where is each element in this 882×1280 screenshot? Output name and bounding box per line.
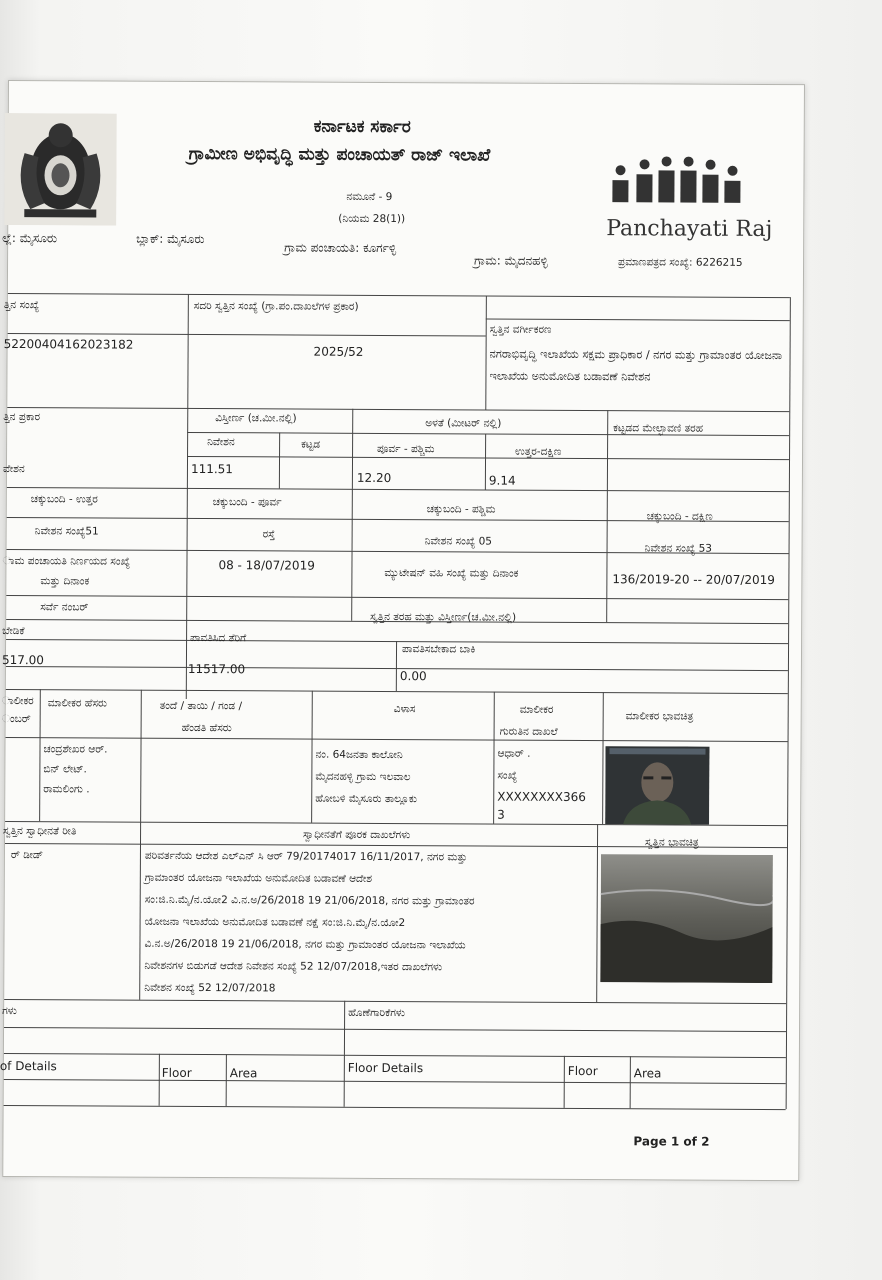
gp-resolution-value: 08 - 18/07/2019 [218, 558, 315, 573]
id-line-3: XXXXXXXX366 [497, 789, 586, 805]
mutation-value: 136/2019-20 -- 20/07/2019 [612, 572, 775, 588]
address-line-1: ನಂ. 64ಜನತಾ ಕಾಲೋನಿ [315, 748, 403, 762]
supporting-docs-label: ಸ್ವಾಧೀನತೆಗೆ ಪೂರಕ ದಾಖಲೆಗಳು [303, 828, 411, 842]
page-number: Page 1 of 2 [633, 1134, 710, 1149]
east-west-label: ಪೂರ್ವ - ಪಶ್ಚಿಮ [377, 442, 435, 456]
govt-title: ಕರ್ನಾಟಕ ಸರ್ಕಾರ [313, 116, 411, 138]
owner-name-line-3: ರಾಮಲಿಂಗು . [43, 783, 90, 796]
paid-value: 11517.00 [187, 661, 246, 677]
due-value: 0.00 [399, 669, 427, 684]
certificate-number: ಪ್ರಮಾಣಪತ್ರದ ಸಂಖ್ಯೆ: 6226215 [618, 256, 743, 269]
dept-title: ಗ್ರಾಮೀಣ ಅಭಿವೃದ್ಧಿ ಮತ್ತು ಪಂಚಾಯತ್ ರಾಜ್ ಇಲಾಖೆ [188, 143, 491, 166]
rule-no: (ನಿಯಮ 28(1)) [338, 212, 406, 226]
property-id-value: 52200404162023182 [3, 336, 134, 352]
old-number-value: 2025/52 [313, 344, 364, 359]
karnataka-emblem-icon [4, 113, 117, 226]
liabilities-label: ಹೊಣೆಗಾರಿಕೆಗಳು [348, 1006, 405, 1020]
doc-line-5: ವಿ.ನ.ಅ/26/2018 19 21/06/2018, ನಗರ ಮತ್ತು ಗ್ರಾಮಾಂತರ ಯೋಜನಾ ಇಲಾಖೆಯ [144, 937, 466, 952]
mutation-label: ಮ್ಯುಟೇಷನ್ ವಹಿ ಸಂಖ್ಯೆ ಮತ್ತು ದಿನಾಂಕ [384, 566, 519, 580]
east-boundary: ರಸ್ತೆ [262, 528, 276, 541]
address-header: ವಿಳಾಸ [393, 703, 416, 716]
certificate-page [2, 80, 805, 1181]
owner-photo [605, 746, 709, 825]
gp-resolution-label: ಾಮ ಪಂಚಾಯತಿ ನಿರ್ಣಯದ ಸಂಖ್ಯೆ [2, 554, 131, 568]
id-line-4: 3 [497, 807, 505, 822]
east-boundary-label: ಚಕ್ಕುಬಂದಿ - ಪೂರ್ವ [212, 496, 282, 509]
area-label: ವಿಸ್ತೀರ್ಣ (ಚ.ಮೀ.ನಲ್ಲಿ) [215, 412, 297, 425]
property-photo [600, 854, 773, 983]
demand-label: ಬೇಡಿಕೆ [2, 624, 25, 638]
doc-line-3: ಸಂ:ಜಿ.ನಿ.ಮೈ/ನ.ಯೋ2 ವಿ.ನ.ಅ/26/2018 19 21/06/2018, ನಗರ ಮತ್ತು ಗ್ರಾಮಾಂತರ [144, 893, 475, 908]
address-line-3: ಹೋಬಳಿ ಮೈಸೂರು ತಾಲ್ಲೂಕು [315, 792, 417, 806]
village: ಗ್ರಾಮ: ಮೈದನಹಳ್ಳಿ [474, 253, 548, 268]
owner-name-line-1: ಚಂದ್ರಶೇಖರ ಆರ್. [43, 743, 108, 756]
old-number-label: ಸದರಿ ಸ್ವತ್ತಿನ ಸಂಖ್ಯೆ (ಗ್ರಾ.ಪಂ.ದಾಖಲೆಗಳ ಪ್ರಕಾರ) [193, 299, 359, 313]
due-label: ಪಾವತಿಸಬೇಕಾದ ಬಾಕಿ [401, 643, 476, 656]
floor-left: Floor [161, 1065, 192, 1080]
owner-name-line-2: ಬಿನ್ ಲೇಟ್. [43, 763, 87, 776]
acquisition-label: ಸ್ವತ್ತಿನ ಸ್ವಾಧೀನತೆ ರೀತಿ [3, 824, 77, 838]
panchayati-raj-logo-text: Panchayati Raj [606, 216, 773, 243]
building-label: ಕಟ್ಟಡ [301, 438, 321, 451]
south-boundary-label: ಚಕ್ಕುಬಂದಿ - ದಕ್ಷಿಣ [646, 510, 713, 523]
owner-id-header: ಮಾಲೀಕರ [519, 703, 554, 716]
property-type-label: ತ್ತಿನ ಪ್ರಕಾರ [3, 410, 41, 424]
doc-line-7: ನಿವೇಶನ ಸಂಖ್ಯೆ 52 12/07/2018 [144, 981, 276, 995]
site-area-value: 111.51 [190, 461, 234, 477]
acquisition-value: ರ್ ಡೀಡ್ [10, 849, 44, 862]
owner-photo-header: ಮಾಲೀಕರ ಭಾವಚಿತ್ರ [625, 710, 694, 723]
assets-label: ಗಳು [2, 1004, 17, 1018]
classification-value: ನಗರಾಭಿವೃದ್ಧಿ ಇಲಾಖೆಯ ಸಕ್ಷಮ ಪ್ರಾಧಿಕಾರ / ನಗರ ಮತ್ತು ಗ್ರಾಮಾಂತರ ಯೋಜನಾ ಇಲಾಖೆಯ ಅನುಮೋದಿತ ಬಡಾವಣೆ ನಿವೇಶನ [489, 347, 783, 383]
form-no: ನಮೂನೆ - 9 [346, 190, 393, 204]
property-id-label: ತ್ತಿನ ಸಂಖ್ಯೆ [3, 298, 40, 312]
north-boundary: ನಿವೇಶನ ಸಂಖ್ಯೆ51 [34, 525, 99, 538]
floor-details-right: Floor Details [347, 1060, 424, 1076]
area-left: Area [229, 1066, 258, 1081]
floor-details-left: of Details [0, 1058, 57, 1074]
doc-line-4: ಯೋಜನಾ ಇಲಾಖೆಯ ಅನುಮೋದಿತ ಬಡಾವಣೆ ನಕ್ಷೆ ಸಂ:ಜಿ.ನಿ.ಮೈ/ನ.ಯೋ2 [144, 915, 406, 930]
property-type-value: ವೇಶನ [2, 462, 25, 476]
doc-line-6: ನಿವೇಶನಗಳ ಬಿಡುಗಡೆ ಆದೇಶ ನಿವೇಶನ ಸಂಖ್ಯೆ 52 12/07/2018,ಇತರ ದಾಖಲೆಗಳು [144, 959, 443, 974]
north-south-value: 9.14 [488, 473, 516, 488]
property-area-label: ಸ್ವತ್ತಿನ ತರಹ ಮತ್ತು ವಿಸ್ತೀರ್ಣ(ಚ.ಮೀ.ನಲ್ಲಿ) [370, 610, 517, 624]
property-photo-label: ಸ್ವತ್ತಿನ ಭಾವಚಿತ್ರ [644, 836, 699, 849]
id-line-1: ಆಧಾರ್ . [497, 747, 531, 760]
panchayati-raj-logo-icon [606, 156, 746, 217]
parent-name-header-2: ಹೆಂಡತಿ ಹೆಸರು [181, 721, 232, 735]
address-line-2: ಮೈದನಹಳ್ಳಿ ಗ್ರಾಮ ಇಲವಾಲ [315, 770, 411, 784]
paid-label: ಪಾವತಿಸಿದ ತೆರಿಗೆ [190, 631, 247, 645]
classification-label: ಸ್ವತ್ತಿನ ವರ್ಗೀಕರಣ [489, 323, 552, 336]
gram-panchayat: ಗ್ರಾಮ ಪಂಚಾಯತಿ: ಕೂರ್ಗಳ್ಳಿ [284, 240, 397, 256]
district: ಲ್ಲೆ: ಮೈಸೂರು [2, 230, 58, 246]
south-boundary: ನಿವೇಶನ ಸಂಖ್ಯೆ 53 [644, 542, 712, 555]
roof-label: ಕಟ್ಟಡದ ಮೇಲ್ಛಾವಣಿ ತರಹ [613, 422, 704, 435]
owner-name-header: ಮಾಲೀಕರ ಹೆಸರು [47, 697, 107, 710]
dimensions-label: ಅಳತೆ (ಮೀಟರ್ ನಲ್ಲಿ) [425, 417, 502, 430]
gp-resolution-label-2: ಮತ್ತು ದಿನಾಂಕ [40, 575, 90, 588]
id-line-2: ಸಂಖ್ಯೆ [497, 769, 518, 782]
east-west-value: 12.20 [356, 470, 392, 486]
north-south-label: ಉತ್ತರ-ದಕ್ಷಿಣ [515, 445, 562, 458]
owner-id-header-2: ಗುರುತಿನ ದಾಖಲೆ [499, 725, 558, 738]
west-boundary-label: ಚಕ್ಕುಬಂದಿ - ಪಶ್ಚಿಮ [426, 503, 496, 516]
site-label: ನಿವೇಶನ [207, 436, 235, 449]
area-right: Area [633, 1066, 662, 1081]
doc-line-2: ಗ್ರಾಮಾಂತರ ಯೋಜನಾ ಇಲಾಖೆಯ ಅನುಮೋದಿತ ಬಡಾವಣೆ ಆದೇಶ [144, 871, 373, 885]
owner-no-label: ಾಲೀಕರ [1, 694, 34, 708]
north-boundary-label: ಚಕ್ಕುಬಂದಿ - ಉತ್ತರ [30, 493, 98, 506]
floor-right: Floor [567, 1063, 598, 1079]
owner-no-label-2: ಂಬರ್ [1, 712, 31, 726]
doc-line-1: ಪರಿವರ್ತನೆಯ ಆದೇಶ ಎಲ್‌ಎನ್ ಸಿ ಆರ್ 79/20174017 16/11/2017, ನಗರ ಮತ್ತು [144, 849, 468, 864]
block: ಬ್ಲಾಕ್: ಮೈಸೂರು [136, 231, 205, 247]
demand-value: 517.00 [1, 652, 44, 668]
parent-name-header: ತಂದೆ / ತಾಯಿ / ಗಂಡ / [159, 699, 243, 713]
west-boundary: ನಿವೇಶನ ಸಂಖ್ಯೆ 05 [424, 535, 493, 548]
survey-label: ಸರ್ವೆ ನಂಬರ್ [40, 601, 89, 614]
